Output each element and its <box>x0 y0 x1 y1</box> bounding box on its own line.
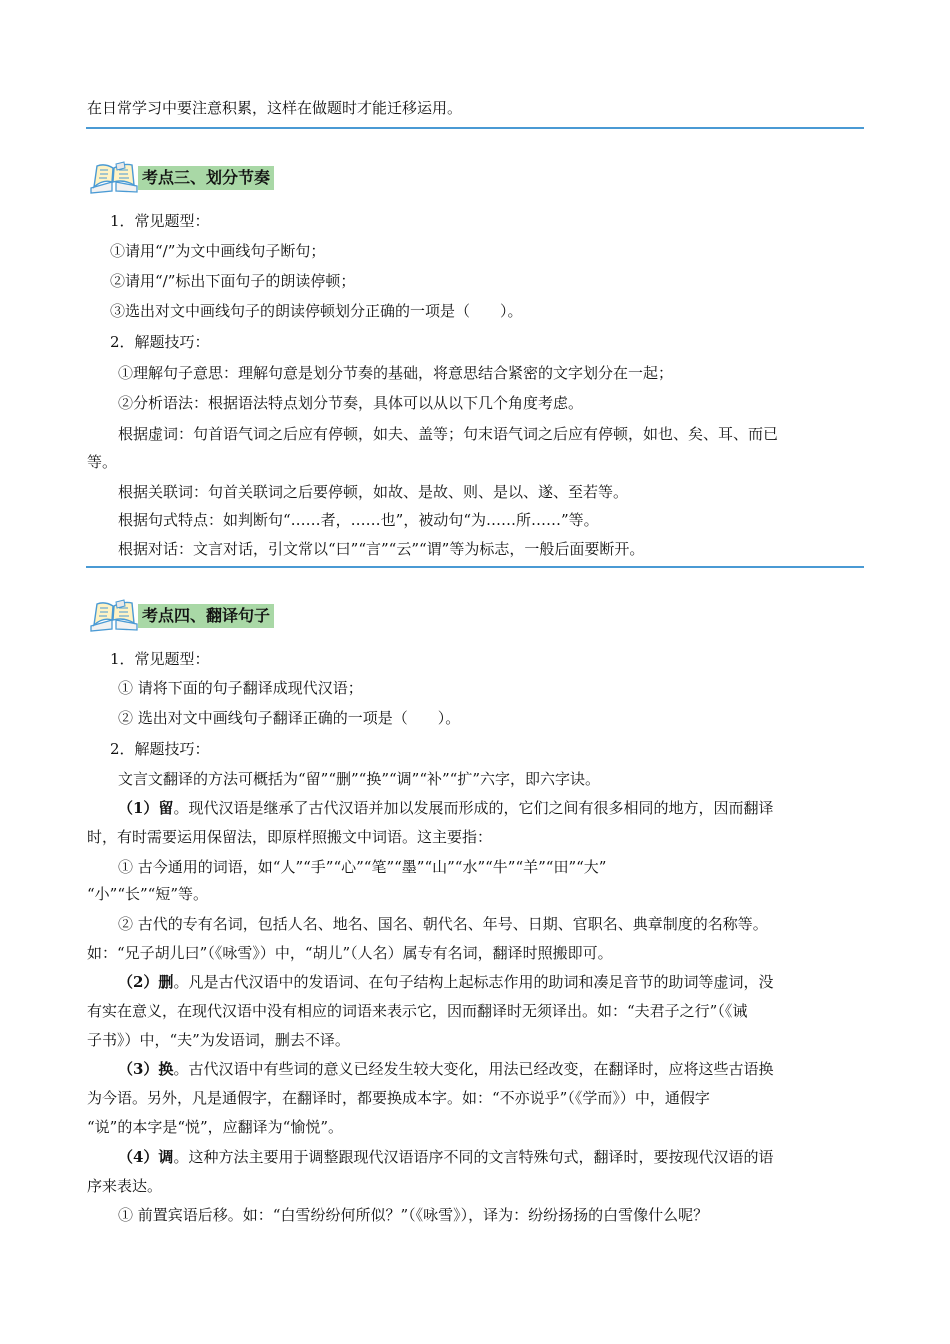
section3-heading <box>88 160 388 194</box>
section3-title: 考点三、划分节奏 <box>138 166 274 190</box>
diao-label: （4）调 <box>118 1148 174 1166</box>
shan-label: （2）删 <box>118 973 174 991</box>
section4-types-label: 1．常见题型： <box>110 650 210 668</box>
huan-label: （3）换 <box>118 1060 174 1078</box>
section4-skills-label: 2．解题技巧： <box>110 740 210 758</box>
section4-type-item: ② 选出对文中画线句子翻译正确的一项是（ ）。 <box>118 709 461 727</box>
liu-item: ② 古代的专有名词，包括人名、地名、国名、朝代名、年号、日期、官职名、典章制度的名称等。 <box>118 915 768 933</box>
huan-paragraph <box>118 1059 863 1079</box>
section4-heading <box>88 598 388 632</box>
diao-text: 。这种方法主要用于调整跟现代汉语语序不同的文言特殊句式，翻译时，要按现代汉语的语 <box>173 1148 774 1166</box>
huan-text-cont: “说”的本字是“悦”，应翻译为“愉悦”。 <box>87 1118 344 1136</box>
liu-paragraph <box>118 798 863 818</box>
section3-rule-guanlian: 根据关联词：句首关联词之后要停顿，如故、是故、则、是以、遂、至若等。 <box>118 483 629 501</box>
section3-rule-xuci-cont: 等。 <box>87 453 118 471</box>
open-book-icon <box>88 160 140 194</box>
liu-text: 。现代汉语是继承了古代汉语并加以发展而形成的，它们之间有很多相同的地方，因而翻译 <box>173 799 774 817</box>
section3-rule-jushi: 根据句式特点：如判断句“……者，……也”，被动句“为……所……”等。 <box>118 511 599 529</box>
shan-text-cont: 有实在意义，在现代汉语中没有相应的词语来表示它，因而翻译时无须译出。如：“夫君子之行”（《诫 <box>87 1002 748 1020</box>
shan-text-cont: 子书》）中，“夫”为发语词，删去不译。 <box>87 1031 350 1049</box>
huan-text-cont: 为今语。另外，凡是通假字，在翻译时，都要换成本字。如：“不亦说乎”（《学而》）中，通假字 <box>87 1089 710 1107</box>
diao-paragraph <box>118 1147 863 1167</box>
section3-skill-item: ②分析语法：根据语法特点划分节奏，具体可以从以下几个角度考虑。 <box>118 394 584 412</box>
liu-text-cont: 时，有时需要运用保留法，即原样照搬文中词语。这主要指： <box>87 828 493 846</box>
huan-text: 。古代汉语中有些词的意义已经发生较大变化，用法已经改变，在翻译时，应将这些古语换 <box>173 1060 774 1078</box>
shan-text: 。凡是古代汉语中的发语词、在句子结构上起标志作用的助词和凑足音节的助词等虚词，没 <box>173 973 774 991</box>
section3-skill-item: ①理解句子意思：理解句意是划分节奏的基础，将意思结合紧密的文字划分在一起； <box>118 364 674 382</box>
section3-rule-duihua: 根据对话：文言对话，引文常以“曰”“言”“云”“谓”等为标志，一般后面要断开。 <box>118 540 645 558</box>
section3-type-item: ①请用“/”为文中画线句子断句； <box>110 242 326 260</box>
section3-types-label: 1．常见题型： <box>110 212 210 230</box>
diao-item: ① 前置宾语后移。如：“白雪纷纷何所似？”（《咏雪》），译为：纷纷扬扬的白雪像什么呢？ <box>118 1206 709 1224</box>
liu-label: （1）留 <box>118 799 174 817</box>
open-book-icon <box>88 598 140 632</box>
section4-title: 考点四、翻译句子 <box>138 604 274 628</box>
section3-type-item: ②请用“/”标出下面句子的朗读停顿； <box>110 272 356 290</box>
shan-paragraph <box>118 972 863 992</box>
section-divider <box>86 127 864 129</box>
section3-skills-label: 2．解题技巧： <box>110 333 210 351</box>
section4-method-intro: 文言文翻译的方法可概括为“留”“删”“换”“调”“补”“扩”六字，即六字诀。 <box>118 770 601 788</box>
section3-type-item: ③选出对文中画线句子的朗读停顿划分正确的一项是（ ）。 <box>110 302 523 320</box>
section4-type-item: ① 请将下面的句子翻译成现代汉语； <box>118 679 363 697</box>
section3-rule-xuci: 根据虚词：句首语气词之后应有停顿，如夫、盖等；句末语气词之后应有停顿，如也、矣、耳、而已 <box>118 425 779 443</box>
liu-item-cont: “小”“长”“短”等。 <box>87 885 209 903</box>
section-divider <box>86 566 864 568</box>
liu-item-cont: 如：“兄子胡儿曰”（《咏雪》）中，“胡儿”（人名）属专有名词，翻译时照搬即可。 <box>87 944 613 962</box>
diao-text-cont: 序来表达。 <box>87 1177 163 1195</box>
intro-line: 在日常学习中要注意积累，这样在做题时才能迁移运用。 <box>87 99 463 117</box>
liu-item: ① 古今通用的词语，如“人”“手”“心”“笔”“墨”“山”“水”“牛”“羊”“田”“大” <box>118 858 607 876</box>
